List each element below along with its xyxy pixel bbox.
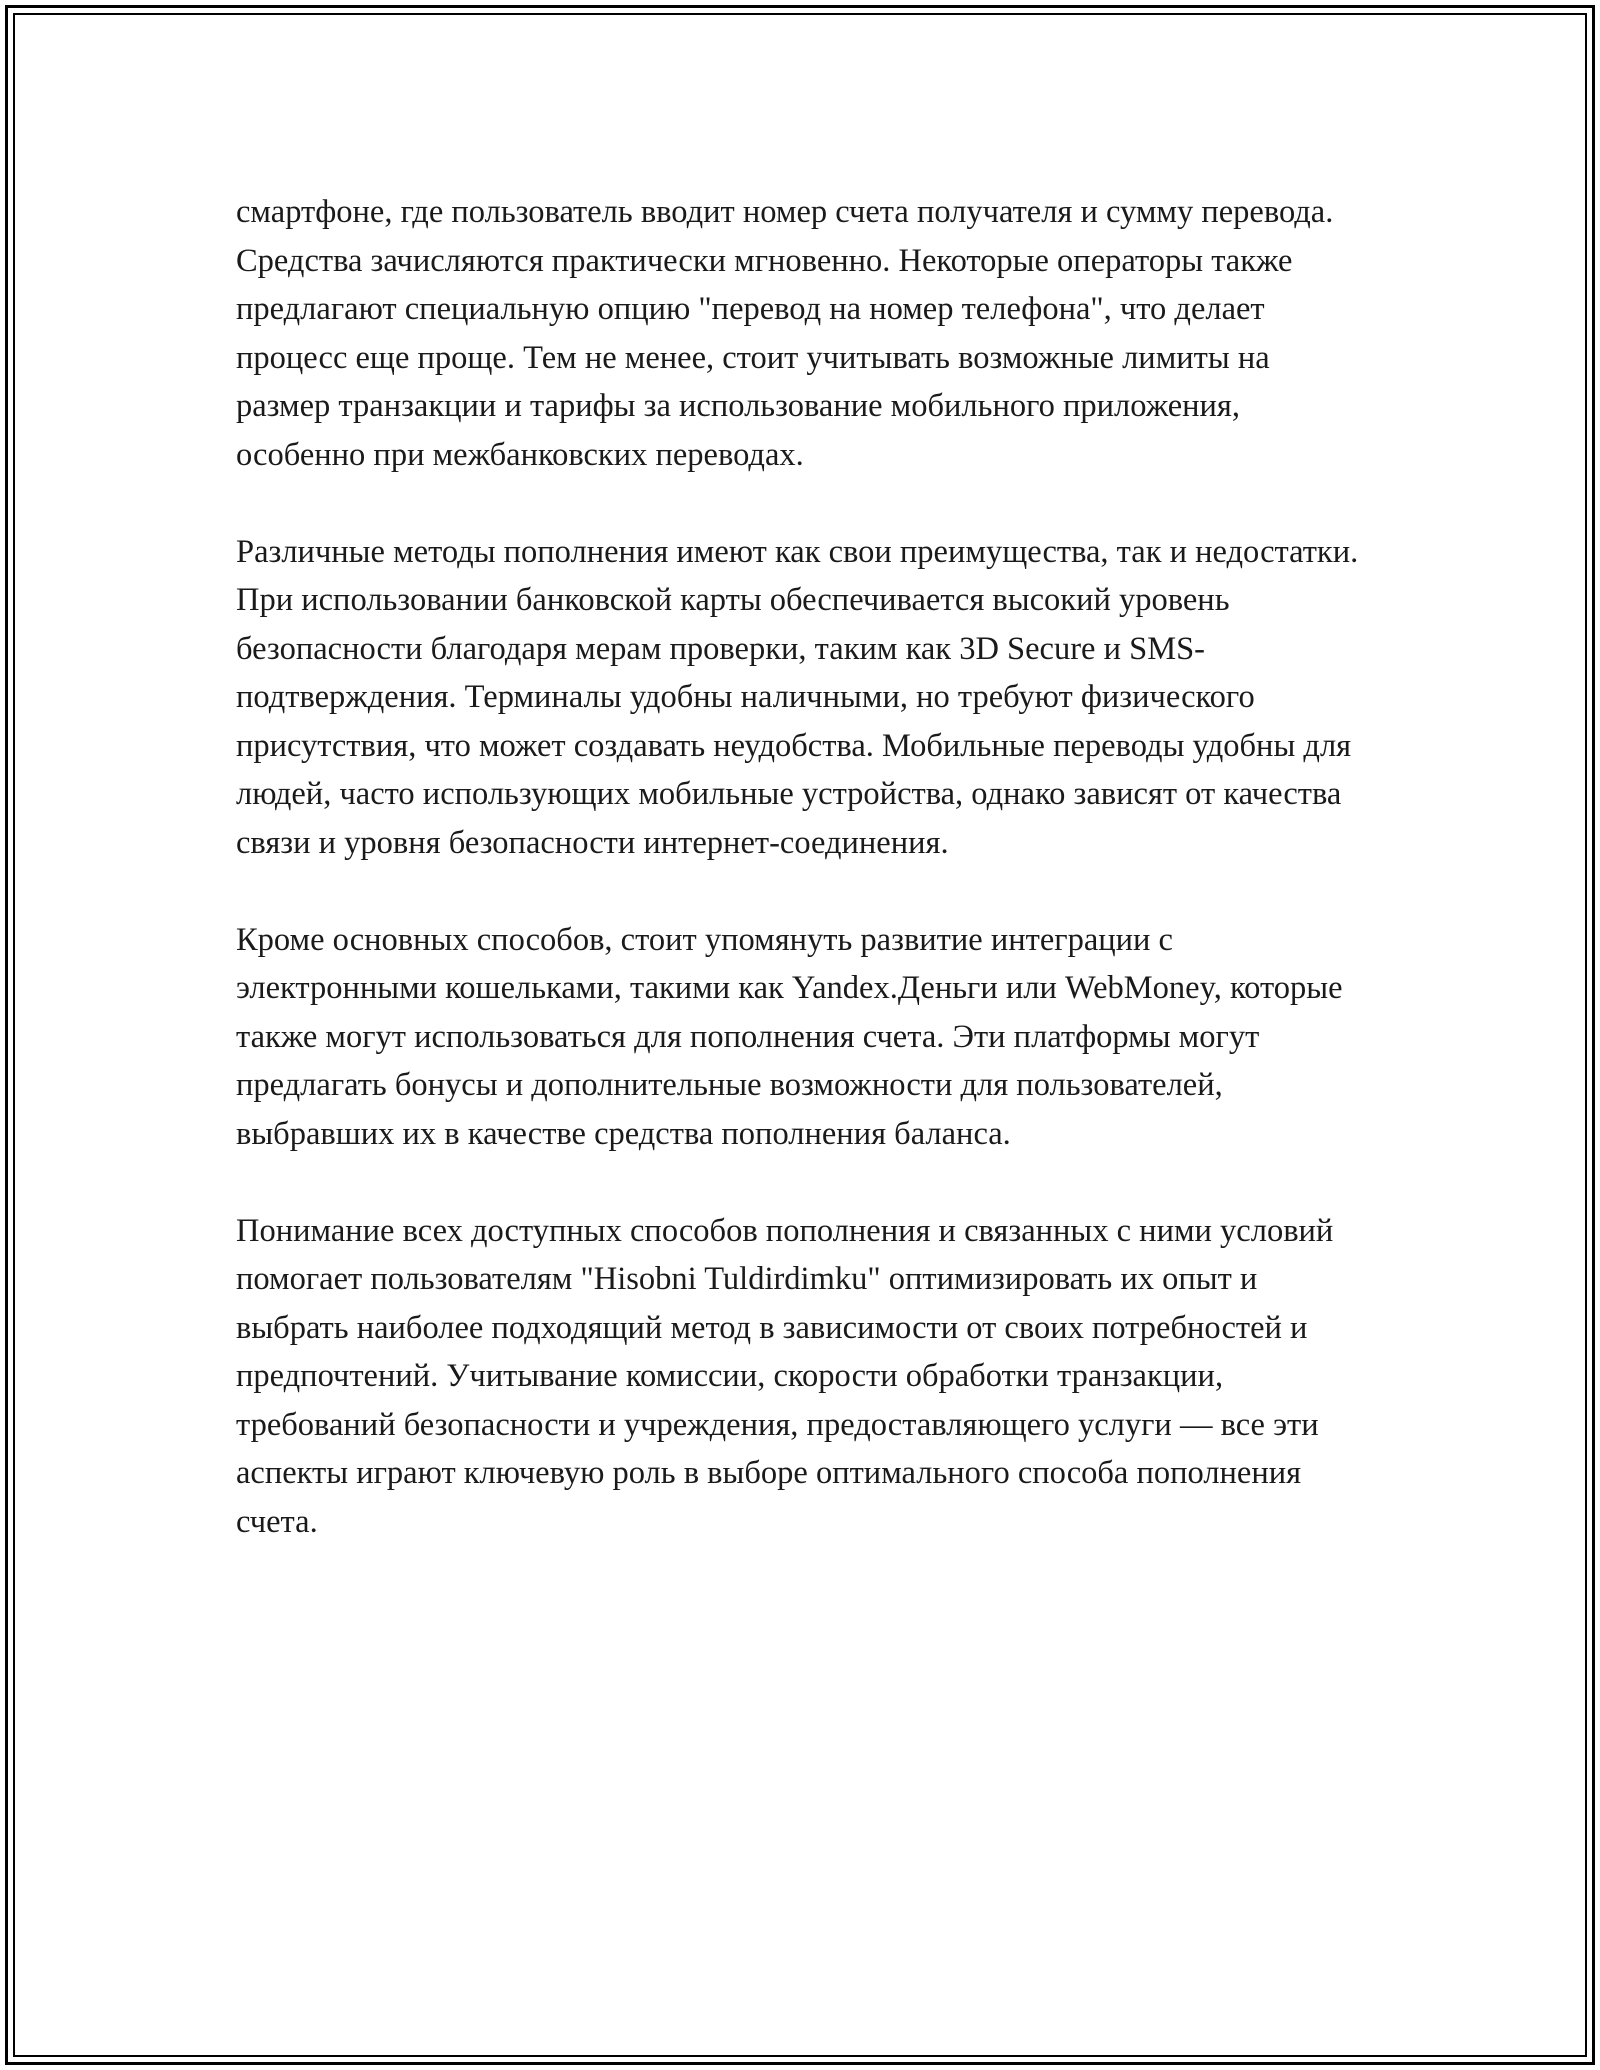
- paragraph-mobile-transfers: смартфоне, где пользователь вводит номер счета получателя и сумму перевода. Средства зачисляются практически мгновенно. Некоторые операторы также предлагают специальную опцию "перевод на номер телефона", что делает процесс еще проще. Тем не менее, стоит учитывать возможные лимиты на размер транзакции и тарифы за использование мобильного приложения, особенно при межбанковских переводах.: [236, 194, 1334, 473]
- document-body: [236, 188, 1366, 1595]
- paragraph-e-wallets: Кроме основных способов, стоит упомянуть развитие интеграции с электронными кошельками, такими как Yandex.Деньги или WebMoney, которые также могут использоваться для пополнения счета. Эти платформы могут предлагать бонусы и дополнительные возможности для пользователей, выбравших их в качестве средства пополнения баланса.: [236, 921, 1343, 1152]
- paragraph-conclusion: Понимание всех доступных способов пополнения и связанных с ними условий помогает пользователям "Hisobni Tuldirdimku" оптимизировать их опыт и выбрать наиболее подходящий метод в зависимости от своих потребностей и предпочтений. Учитывание комиссии, скорости обработки транзакции, требований безопасности и учреждения, предоставляющего услуги — все эти аспекты играют ключевую роль в выборе оптимального способа пополнения счета.: [236, 1212, 1334, 1540]
- paragraph-methods-comparison: Различные методы пополнения имеют как свои преимущества, так и недостатки. При использовании банковской карты обеспечивается высокий уровень безопасности благодаря мерам проверки, таким как 3D Secure и SMS-подтверждения. Терминалы удобны наличными, но требуют физического присутствия, что может создавать неудобства. Мобильные переводы удобны для людей, часто использующих мобильные устройства, однако зависят от качества связи и уровня безопасности интернет-соединения.: [236, 533, 1359, 861]
